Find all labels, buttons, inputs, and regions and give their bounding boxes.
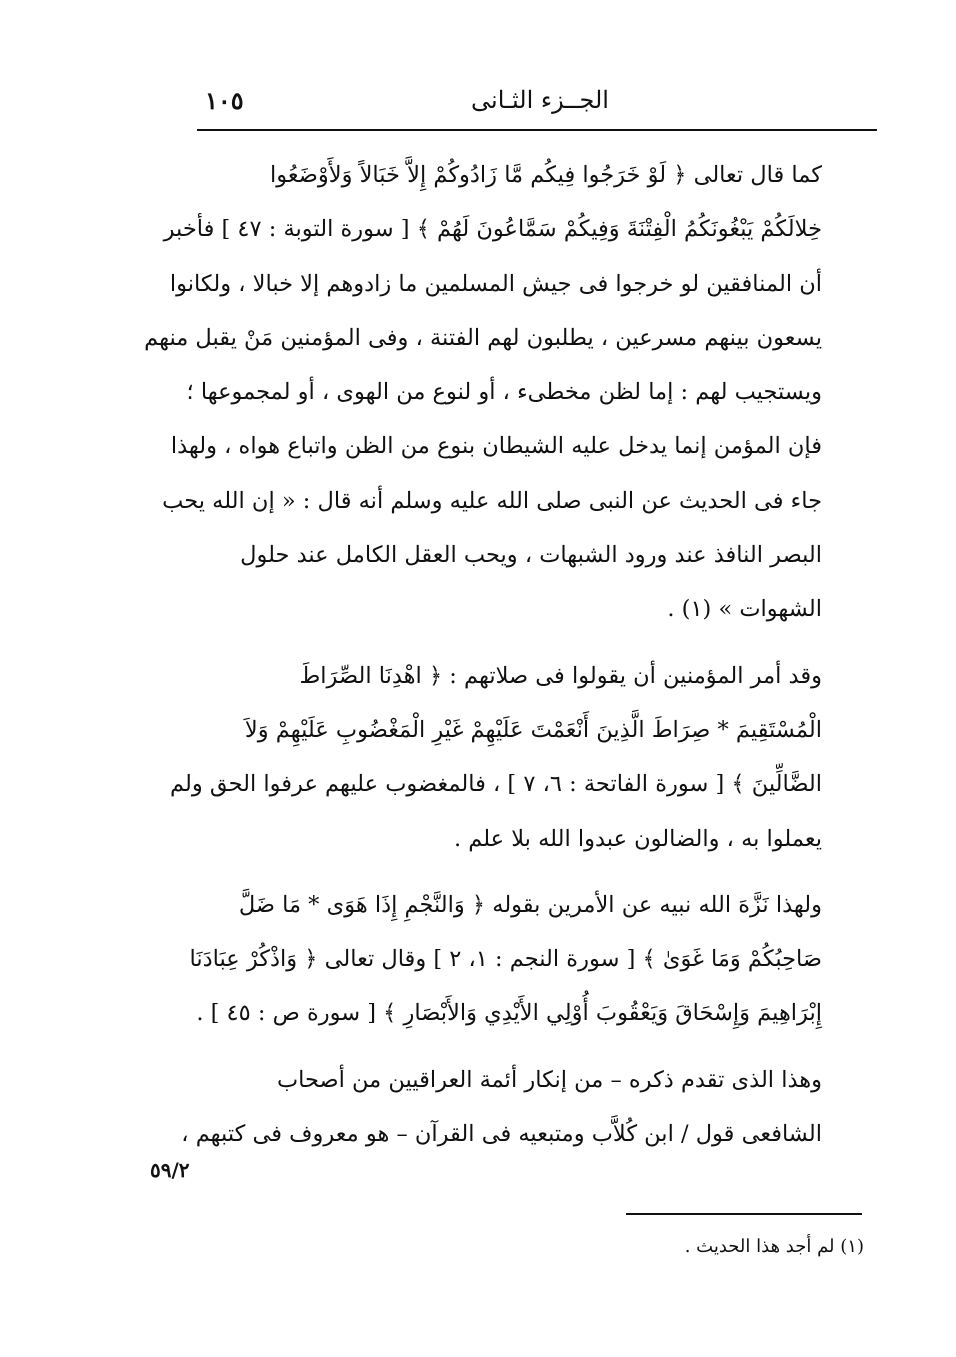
footnote: (١) لم أجد هذا الحديث . [684,1236,864,1257]
paragraph-3 [189,878,862,1041]
running-title: الجــزء الثـانى [471,86,609,114]
header-rule [197,129,877,131]
text-line: ولهذا نَزَّهَ الله نبيه عن الأمرين بقوله ﴿ وَالنَّجْمِ إِذَا هَوَى * مَا ضَلَّ [238,891,822,918]
paragraph-2 [170,649,862,866]
text-line: أن المنافقين لو خرجوا فى جيش المسلمين ما زادوهم إلا خبالا ، ولكانوا [169,270,822,297]
text-line: فإن المؤمن إنما يدخل عليه الشيطان بنوع من الظن واتباع هواه ، ولهذا [170,433,822,460]
paragraph-1 [144,148,862,637]
text-line: ويستجيب لهم : إما لظن مخطىء ، أو لنوع من الهوى ، أو لمجموعها ؛ [186,379,822,406]
text-line: جاء فى الحديث عن النبى صلى الله عليه وسلم أنه قال : « إن الله يحب [162,487,822,514]
text-line: خِلالَكُمْ يَبْغُونَكُمُ الْفِتْنَةَ وَفِيكُمْ سَمَّاعُونَ لَهُمْ ﴾ [ سورة التوبة : ٤٧ ] فأخبر [163,216,822,243]
text-line: الْمُسْتَقِيمَ * صِرَاطَ الَّذِينَ أَنْعَمْتَ عَلَيْهِمْ غَيْرِ الْمَغْضُوبِ عَلَيْهِمْ وَلاَ [244,716,822,743]
text-line: كما قال تعالى ﴿ لَوْ خَرَجُوا فِيكُم مَّا زَادُوكُمْ إِلاَّ خَبَالاً وَلأَوْضَعُوا [270,162,822,188]
text-line: يسعون بينهم مسرعين ، يطلبون لهم الفتنة ، وفى المؤمنين مَنْ يقبل منهم [144,324,822,351]
footnote-rule [626,1213,862,1215]
text-line: البصر النافذ عند ورود الشبهات ، ويحب العقل الكامل عند حلول [240,542,822,569]
margin-manuscript-reference: ٥٩/٢ [150,1158,190,1182]
text-line: صَاحِبُكُمْ وَمَا غَوَىٰ ﴾ [ سورة النجم : ١، ٢ ] وقال تعالى ﴿ وَاذْكُرْ عِبَادَنَا [189,946,822,973]
page-header [205,80,860,120]
text-line: الشافعى قول / ابن كُلاَّب ومتبعيه فى القرآن – هو معروف فى كتبهم ، [181,1121,822,1148]
text-line: الضَّالِّينَ ﴾ [ سورة الفاتحة : ٦، ٧ ] ، فالمغضوب عليهم عرفوا الحق ولم [170,771,822,798]
text-line: الشهوات » (١) . [667,596,822,623]
page-number: ١٠٥ [205,86,244,115]
text-line: إِبْرَاهِيمَ وَإِسْحَاقَ وَيَعْقُوبَ أُوْلِي الأَيْدِي وَالأَبْصَارِ ﴾ [ سورة ص : ٤٥ ] . [196,1000,822,1027]
text-line: وقد أمر المؤمنين أن يقولوا فى صلاتهم : ﴿ اهْدِنَا الصِّرَاطَ [299,662,822,689]
text-line: يعملوا به ، والضالون عبدوا الله بلا علم . [453,825,822,852]
text-line: وهذا الذى تقدم ذكره – من إنكار أئمة العراقيين من أصحاب [276,1066,822,1093]
paragraph-4 [181,1053,862,1162]
